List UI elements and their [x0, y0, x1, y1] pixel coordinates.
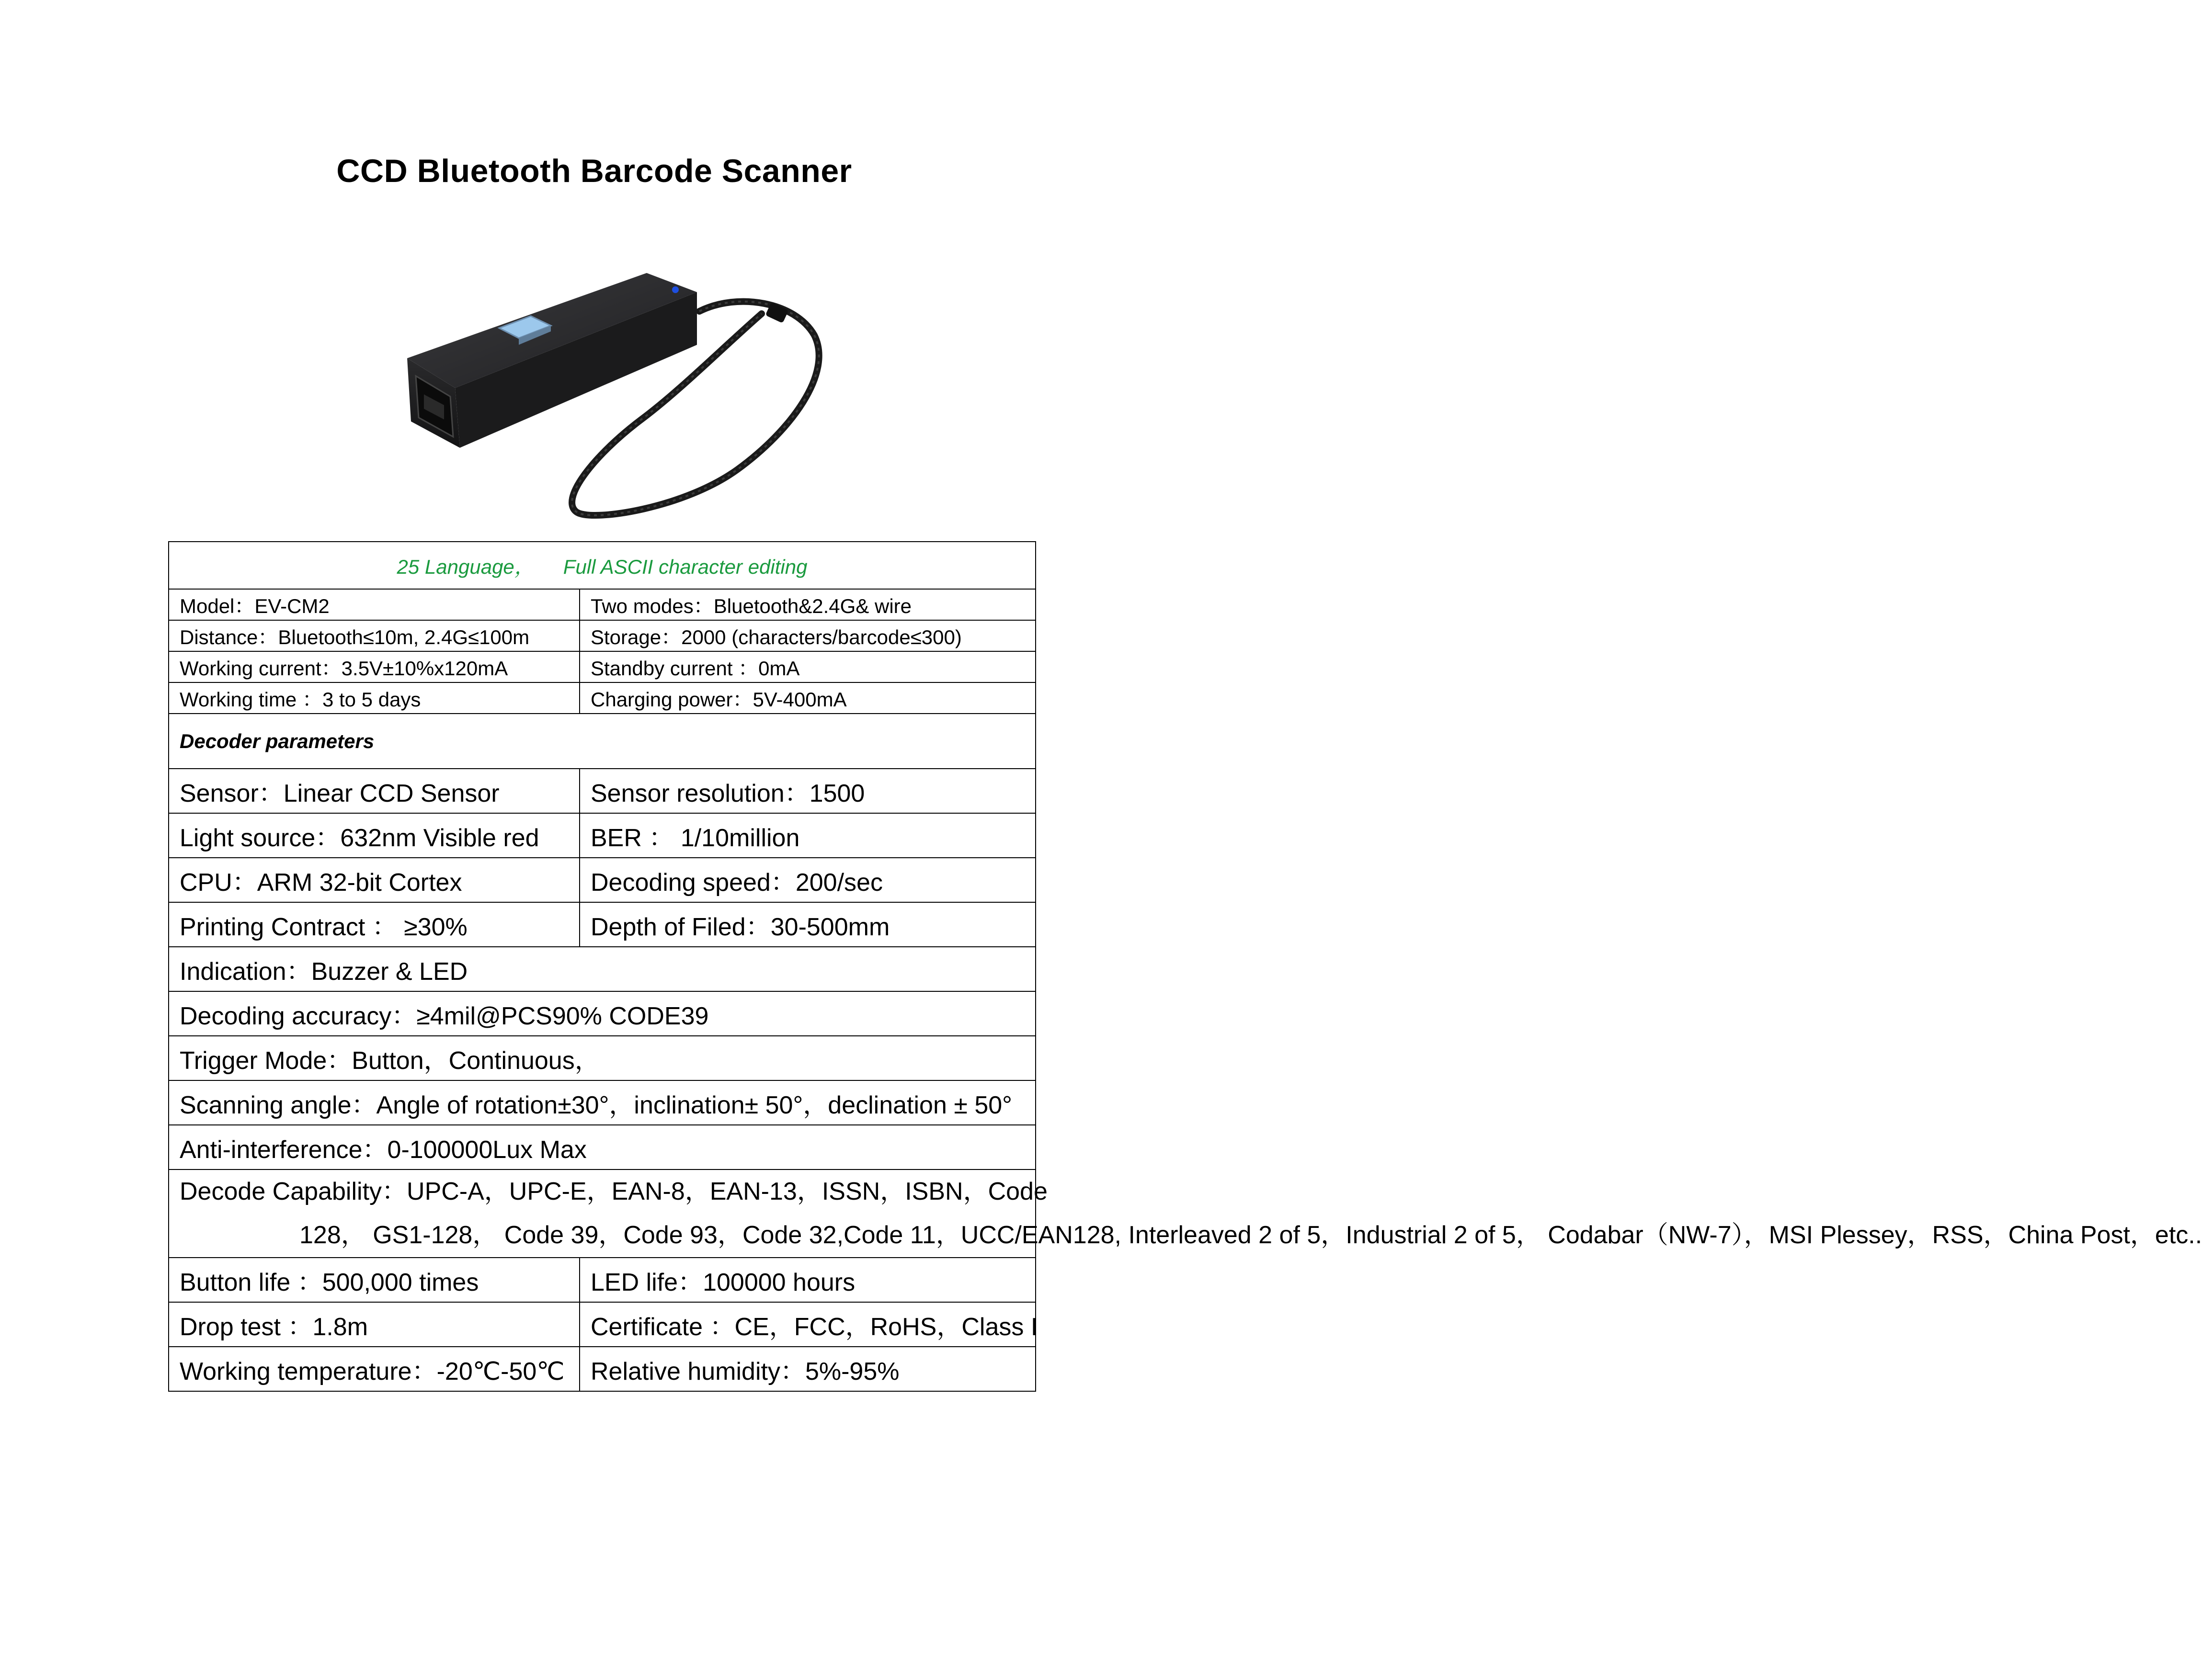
spec-printing-contrast: Printing Contract ： ≥30%	[169, 902, 580, 947]
feature-banner	[169, 542, 1036, 589]
spec-scanning-angle: Scanning angle：Angle of rotation±30°，inclination± 50°，declination ± 50°	[169, 1080, 1036, 1125]
spec-row	[169, 769, 1036, 813]
decode-capability-first-line: Decode Capability：UPC-A，UPC-E，EAN-8，EAN-13，ISSN，ISBN，Code	[180, 1178, 1048, 1205]
spec-cpu: CPU：ARM 32-bit Cortex	[169, 858, 580, 902]
section-heading-row	[169, 714, 1036, 769]
spec-decode-capability	[169, 1169, 2202, 1258]
spec-row	[169, 589, 1036, 620]
spec-row	[169, 1169, 1036, 1258]
spec-row	[169, 1036, 1036, 1080]
spec-led-life: LED life：100000 hours	[580, 1258, 1036, 1302]
status-led	[672, 286, 679, 293]
spec-decoding-accuracy: Decoding accuracy：≥4mil@PCS90% CODE39	[169, 991, 1036, 1036]
spec-certificate: Certificate ：CE，FCC，RoHS，Class I	[580, 1302, 1036, 1347]
spec-drop-test: Drop test ：1.8m	[169, 1302, 580, 1347]
spec-button-life: Button life ：500,000 times	[169, 1258, 580, 1302]
spec-row	[169, 651, 1036, 682]
spec-storage: Storage：2000 (characters/barcode≤300)	[580, 620, 1036, 651]
spec-row	[169, 1258, 1036, 1302]
spec-modes: Two modes：Bluetooth&2.4G& wire	[580, 589, 1036, 620]
spec-row	[169, 947, 1036, 991]
spec-sensor-resolution: Sensor resolution：1500	[580, 769, 1036, 813]
spec-standby-current: Standby current ：0mA	[580, 651, 1036, 682]
spec-row	[169, 858, 1036, 902]
spec-depth-of-field: Depth of Filed：30-500mm	[580, 902, 1036, 947]
page-title: CCD Bluetooth Barcode Scanner	[336, 153, 852, 189]
spec-row	[169, 1080, 1036, 1125]
spec-decoding-speed: Decoding speed：200/sec	[580, 858, 1036, 902]
spec-relative-humidity: Relative humidity：5%-95%	[580, 1347, 1036, 1391]
feature-banner-row	[169, 542, 1036, 589]
spec-row	[169, 813, 1036, 858]
spec-working-temperature: Working temperature：-20℃-50℃	[169, 1347, 580, 1391]
spec-indication: Indication：Buzzer & LED	[169, 947, 1036, 991]
spec-row	[169, 991, 1036, 1036]
spec-sensor: Sensor：Linear CCD Sensor	[169, 769, 580, 813]
spec-anti-interference: Anti-interference：0-100000Lux Max	[169, 1125, 1036, 1169]
spec-row	[169, 620, 1036, 651]
decode-capability-continued: 128， GS1-128， Code 39，Code 93，Code 32,Code 11，UCC/EAN128, Interleaved 2 of 5，Industrial 2 of 5， Codabar（NW-7），MSI Plessey，RSS，China Post，etc..	[299, 1221, 2202, 1249]
spec-charging-power: Charging power：5V-400mA	[580, 682, 1036, 714]
spec-row	[169, 1347, 1036, 1391]
spec-working-current: Working current：3.5V±10%x120mA	[169, 651, 580, 682]
spec-working-time: Working time ：3 to 5 days	[169, 682, 580, 714]
spec-light-source: Light source：632nm Visible red	[169, 813, 580, 858]
ascii-feature: Full ASCII character editing	[563, 555, 808, 578]
language-count: 25 Language，	[397, 555, 535, 578]
spec-row	[169, 1125, 1036, 1169]
spec-model: Model：EV-CM2	[169, 589, 580, 620]
specifications-table	[168, 541, 2202, 1392]
spec-row	[169, 902, 1036, 947]
spec-distance: Distance：Bluetooth≤10m, 2.4G≤100m	[169, 620, 580, 651]
spec-trigger-mode: Trigger Mode：Button，Continuous，	[169, 1036, 1036, 1080]
decoder-parameters-heading: Decoder parameters	[169, 714, 1036, 769]
spec-row	[169, 1302, 1036, 1347]
spec-ber: BER ： 1/10million	[580, 813, 1036, 858]
barcode-scanner-image	[393, 230, 848, 536]
spec-row	[169, 682, 1036, 714]
